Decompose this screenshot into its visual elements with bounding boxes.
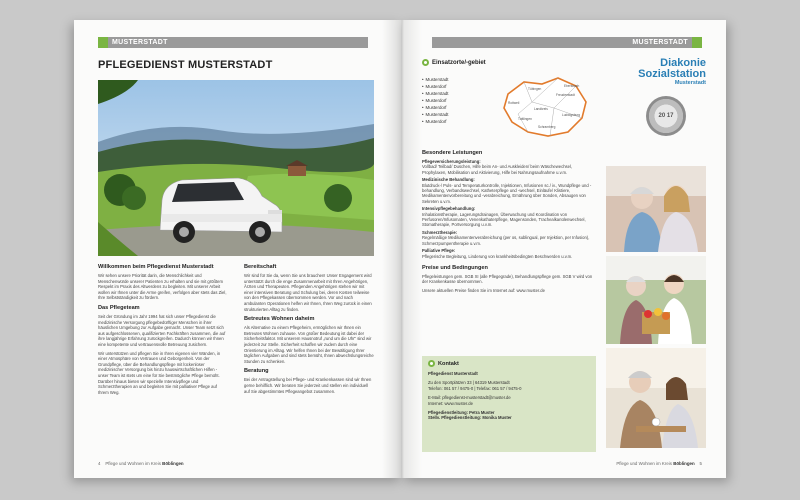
map-label: Rottweil xyxy=(508,101,520,105)
contact-pin-icon xyxy=(428,360,435,367)
right-page-header: MUSTERSTADT xyxy=(432,37,702,48)
seal-text: 20 17 xyxy=(658,113,674,119)
footer-bold: Böblingen xyxy=(673,461,695,466)
welcome-heading: Willkommen beim Pflegedienst Musterstadt xyxy=(98,264,214,270)
list-item: • Musterstadt xyxy=(422,76,448,83)
prices-link-text: Unsere aktuellen Preise finden Sie im Internet auf: www.muster.de xyxy=(422,287,545,293)
left-footer xyxy=(98,461,184,466)
team-text-1: Seit der Gründung im Jahr 1994 hat sich unser Pflegedienst die medizinische Versorgung pflegebedürftiger Menschen in ihrer häuslichen Umgebung zur Aufgabe gemacht. Unser Team setzt sich aus aufgeschlossenen, qualifizierten Fachkräften zusammen, die auf ihre langjährige Erfahrung zurückgreifen. Dadurch können wir Ihnen eine kompetente und vertrauensvolle Betreuung zusichern. xyxy=(98,313,226,347)
assisted-living-text: Als Alternative zu einem Pflegeheim, ermöglichen wir Ihnen ein Betreutes Wohnen zuhause. Von großer Bedeutung ist dabei der Sicherheitsfaktor. Mit unserem Hausnotruf „rund um die Uhr" sind wir jederzeit zur Stelle. Sicherheit schaffen wir zudem durch eine Orientierung im Alltag. Wir helfen Ihnen bei der Bewältigung Ihrer täglichen Aufgaben und sind stets bemüht, Ihnen abwechslungsreiche Stunden zu schenken. xyxy=(244,325,374,364)
contact-title: Kontakt xyxy=(438,360,459,367)
services-section xyxy=(422,144,596,293)
map-label: Ebersbach xyxy=(564,84,580,88)
page-number: 4 xyxy=(98,461,101,466)
service-text: Pflegerische Begleitung, Linderung von krankheitsbedingten Beschwerden u.v.m. xyxy=(422,253,573,259)
service-text: Vollbad/ Teilbad/ Duschen, Hilfe beim An- und Auskleiden/ beim Wäschewechsel, Prophylaxen, Mobilisation und Aktivierung, Hilfe bei Nahrungsaufnahme u.v.m. xyxy=(422,164,573,175)
readiness-heading: Bereitschaft xyxy=(244,264,277,270)
service-heading: Schmerztherapie: xyxy=(422,229,458,235)
welcome-text: Wir sehen unsere Priorität darin, die Menschlichkeit und Menschenwürde unserer Patienten zu erhalten und sie mit größtem Respekt im Praxis des Altwerdens zu begleiten. Mit unserer Arbeit wollen wir Ihnen unter die Arme greifen, verfolgen aber stets das Ziel, Ihre Selbstständigkeit zu fördern. xyxy=(98,273,227,301)
locations-title: Einsatzorte/-gebiet xyxy=(432,60,486,67)
service-heading: Pflegeversicherungsleistung: xyxy=(422,159,481,164)
book-spine-shadow xyxy=(382,20,422,478)
list-item: • Musterstadt xyxy=(422,111,448,118)
contact-email[interactable]: E-Mail: pflegedienst-musterstadt@muster.de xyxy=(428,395,511,401)
page-number: 5 xyxy=(699,461,702,466)
list-item: • Musterstadt xyxy=(422,90,448,97)
footer-bold: Böblingen xyxy=(162,461,184,466)
quality-seal-icon xyxy=(646,96,686,136)
logo-line-1: Diakonie xyxy=(660,57,706,69)
readiness-text: Wir sind für Sie da, wenn Sie uns brauchen! Unser Engagement wird unterstützt durch die enge Zusammenarbeit mit Ihren Angehörigen, Ärzten und Therapeuten. Pflegenden Angehörigen stehen wir mit einer intensiven Beratung und Schulung bei, deren Kosten teilweise von den Pflegekassen übernommen werden. Vor und nach ambulanten Operationen helfen wir Ihnen, Ihren Weg zurück in einen strukturierten Alltag zu finden. xyxy=(244,273,372,312)
prices-text: Pflegeleistungen gem. SGB XI (alle Pflegegrade), Behandlungspflege gem. SGB V wird von der Krankenkasse übernommen. xyxy=(422,273,593,285)
service-text: Regelmäßige Medikamentenverabreichung (per os, sublingual, per Injektion, per Infusion), Schmerzpumpentherapie u.v.m. xyxy=(422,235,590,246)
caregiver-photo-1 xyxy=(606,166,706,252)
map-label: Landkreis xyxy=(534,107,548,111)
service-heading: Medizinische Behandlung: xyxy=(422,177,475,183)
caregiver-photo-3 xyxy=(606,348,706,448)
map-label: Tuttlingen xyxy=(518,117,532,121)
logo-line-2: Sozialstation xyxy=(638,68,706,80)
contact-phone: Telefon: 061 57 / 9475-0 | Telefax: 061 57 / 9475-0 xyxy=(428,385,522,391)
left-text-column xyxy=(98,260,228,398)
list-item: • Musterdorf xyxy=(422,97,448,104)
car-landscape-photo xyxy=(98,80,374,256)
locations-heading xyxy=(422,59,486,66)
left-page xyxy=(74,20,402,478)
caregiver-photo-2 xyxy=(606,256,706,344)
service-text: Blutdruck-/ Puls- und Temperaturkontrolle, Injektionen, Infusionen sc./ iv., Wundpflege und -behandlung, Verbandswechsel, Katheterpflege und -wechsel, Einläufe/ Klistiere, Medikamentenvorbereitung und -verabreichung, Ernährung über Sonden, Absaugen von Sekreten u.v.m. xyxy=(422,182,592,204)
list-item: • Musterdorf xyxy=(422,83,448,90)
map-label: Schramberg xyxy=(538,125,556,129)
diakonie-logo xyxy=(620,58,706,87)
service-text: Inhalationstherapie, Lagerungsdrainagen, Überwachung und Koordination von Perfusoren/Infusomaten, Venenkathaterpflege, Magensonden, Trachealkanülenwechsel, Stomatherapie, Portversorgung u.v.m. xyxy=(422,211,586,228)
right-text-column xyxy=(244,260,374,397)
map-label: Tübingen xyxy=(528,87,542,91)
page-title: PFLEGEDIENST MUSTERSTADT xyxy=(98,59,273,71)
team-text-2: Wir unterstützen und pflegen Sie in Ihren eigenen vier Wänden, in einer Atmosphäre von Vertrauen und Geborgenheit. Von der Grundpflege, über die Behandlungspflege mit lückenloser medizinischer Versorgung bis hinzu hauswirtschaftlichen Hilfen - unser Team ist stets um eine für Sie bestmögliche Pflege bemüht. Darüber hinaus bieten wir spezielle Intensivpflege und Schmerztherapien an und begleiten Sie mit palliativer Pflege auf Ihrem Weg. xyxy=(98,350,221,395)
map-label: Freudenstadt xyxy=(556,93,575,97)
map-label: Ludwigsburg xyxy=(562,113,581,117)
left-page-header: MUSTERSTADT xyxy=(98,37,368,48)
service-heading: Intensivpflegebehandlung: xyxy=(422,206,476,212)
assisted-living-heading: Betreutes Wohnen daheim xyxy=(244,316,315,323)
team-heading: Das Pflegeteam xyxy=(98,304,140,311)
footer-text: Pflege und Wohnen im Kreis xyxy=(616,461,672,466)
advice-heading: Beratung xyxy=(244,368,269,375)
towns-list xyxy=(422,76,448,125)
contact-lead: Pflegedienstleitung: Petra Muster xyxy=(428,410,495,416)
contact-web[interactable]: Internet: www.muster.de xyxy=(428,400,473,406)
right-footer xyxy=(616,461,702,466)
right-page xyxy=(402,20,726,478)
list-item: • Musterdorf xyxy=(422,118,448,125)
list-item: • Musterdorf xyxy=(422,104,448,111)
footer-text: Pflege und Wohnen im Kreis xyxy=(105,461,161,466)
contact-deputy: Stellv. Pflegedienstleitung: Monika Muster xyxy=(428,415,512,421)
services-heading: Besondere Leistungen xyxy=(422,150,483,156)
contact-box xyxy=(422,356,596,452)
location-pin-icon xyxy=(422,59,429,66)
advice-text: Bei der Antragstellung bei Pflege- und Krankenkassen sind wir Ihnen gerne behilflich. Wir beraten Sie jederzeit und stellen ein individuell auf Sie abgestimmtes Pflegeangebot zusammen. xyxy=(244,377,372,394)
contact-address: Zu den Sportplätzen 33 | 64319 Musterstadt xyxy=(428,380,510,386)
contact-heading xyxy=(428,360,590,368)
contact-name: Pflegedienst Musterstadt xyxy=(428,370,478,376)
region-map xyxy=(498,74,592,138)
service-heading: Palliative Pflege: xyxy=(422,248,456,254)
logo-line-3: Musterstadt xyxy=(674,80,706,86)
prices-heading: Preise und Bedingungen xyxy=(422,264,488,271)
